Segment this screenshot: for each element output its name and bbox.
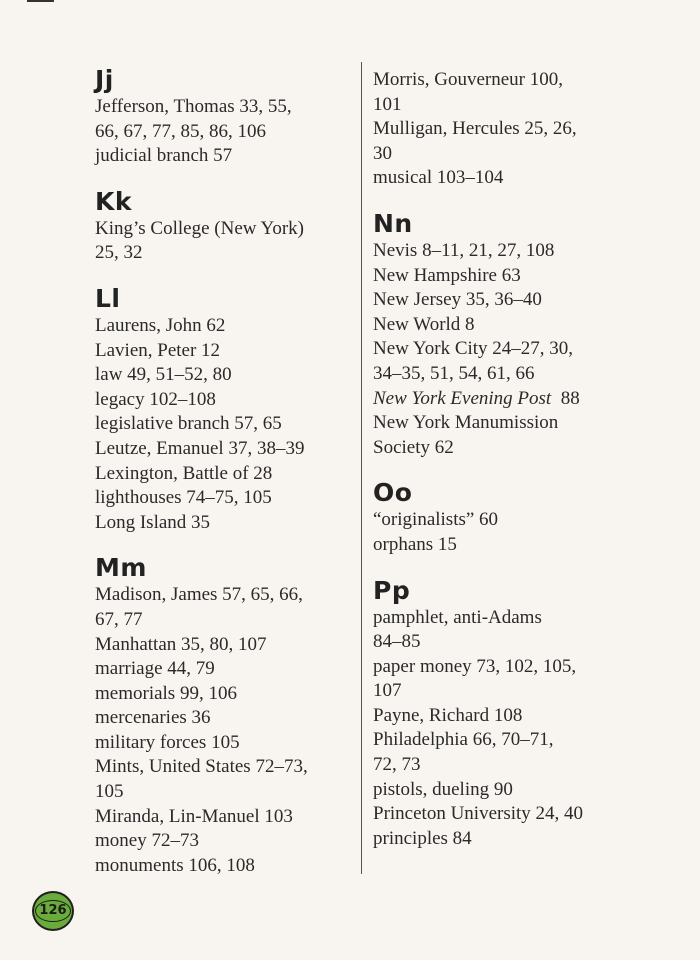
index-entry: marriage 44, 79 [95, 658, 215, 680]
index-entry: legacy 102–108 [95, 388, 216, 410]
section-l [95, 284, 350, 535]
index-entry: Princeton University 24, 40 [373, 803, 584, 825]
italic-term: New York Evening Post [373, 387, 552, 409]
index-entry: Philadelphia 66, 70–71, 72, 73 [373, 729, 554, 776]
section-m-continued [373, 68, 673, 191]
letter-heading-k: Kk [95, 186, 132, 216]
index-entry: Mints, United States 72–73, 105 [95, 756, 308, 803]
index-entry: Payne, Richard 108 [373, 704, 523, 726]
letter-heading-j: Jj [95, 65, 114, 94]
index-entry: principles 84 [373, 827, 472, 849]
index-entry: Lexington, Battle of 28 [95, 462, 273, 484]
letter-heading-o: Oo [373, 478, 413, 508]
column-divider [361, 62, 362, 874]
index-entry: Nevis 8–11, 21, 27, 108 [373, 239, 555, 261]
left-index-column [95, 60, 350, 896]
index-entry: judicial branch 57 [95, 145, 233, 167]
letter-heading-l: Ll [95, 283, 121, 313]
index-entry: Laurens, John 62 [95, 314, 226, 336]
index-entry: lighthouses 74–75, 105 [95, 487, 272, 509]
index-entry: Morris, Gouverneur 100, 101 [373, 69, 563, 115]
right-index-column [373, 68, 673, 869]
top-rule-mark [27, 0, 54, 2]
index-entry: Leutze, Emanuel 37, 38–39 [95, 437, 305, 459]
index-entry: Lavien, Peter 12 [95, 339, 221, 361]
section-j [95, 65, 350, 169]
page-number: 126 [35, 900, 70, 922]
index-entry: New York City 24–27, 30, 34–35, 51, 54, 61, 66 [373, 338, 574, 384]
index-entry: paper money 73, 102, 105, 107 [373, 655, 577, 702]
index-entry: New World 8 [373, 313, 475, 335]
index-entry: Madison, James 57, 65, 66, 67, 77 [95, 584, 303, 630]
index-entry: musical 103–104 [373, 167, 504, 189]
letter-heading-p: Pp [373, 575, 411, 605]
page-number-badge [32, 891, 74, 931]
index-entry: memorials 99, 106 [95, 682, 237, 704]
index-entry: Miranda, Lin-Manuel 103 [95, 805, 293, 827]
index-entry: Manhattan 35, 80, 107 [95, 633, 267, 655]
index-entry: Jefferson, Thomas 33, 55, 66, 67, 77, 85, 86, 106 [95, 96, 292, 142]
index-entry: New Jersey 35, 36–40 [373, 289, 542, 311]
index-entry: military forces 105 [95, 731, 240, 753]
index-entry: pistols, dueling 90 [373, 778, 513, 800]
index-entry: pamphlet, anti-Adams 84–85 [373, 606, 542, 653]
index-entry: New York Manumission Society 62 [373, 412, 559, 458]
section-k [95, 187, 350, 266]
index-entry: legislative branch 57, 65 [95, 413, 282, 435]
letter-heading-m: Mm [95, 553, 147, 583]
section-n [373, 209, 673, 460]
index-entry: money 72–73 [95, 830, 199, 852]
section-o [373, 478, 673, 557]
index-entry: “originalists” 60 [373, 509, 499, 531]
index-entry: New Hampshire 63 [373, 264, 521, 286]
index-entry: New York Evening Post 88 [373, 387, 580, 409]
section-p [373, 576, 673, 852]
index-entry: Long Island 35 [95, 511, 211, 533]
index-entry: law 49, 51–52, 80 [95, 364, 232, 386]
index-entry: Mulligan, Hercules 25, 26, 30 [373, 118, 577, 164]
section-m [95, 553, 350, 878]
index-entry: monuments 106, 108 [95, 854, 255, 876]
index-entry: orphans 15 [373, 533, 457, 555]
letter-heading-n: Nn [373, 208, 413, 238]
index-entry: King’s College (New York) 25, 32 [95, 217, 304, 264]
index-entry: mercenaries 36 [95, 707, 211, 729]
